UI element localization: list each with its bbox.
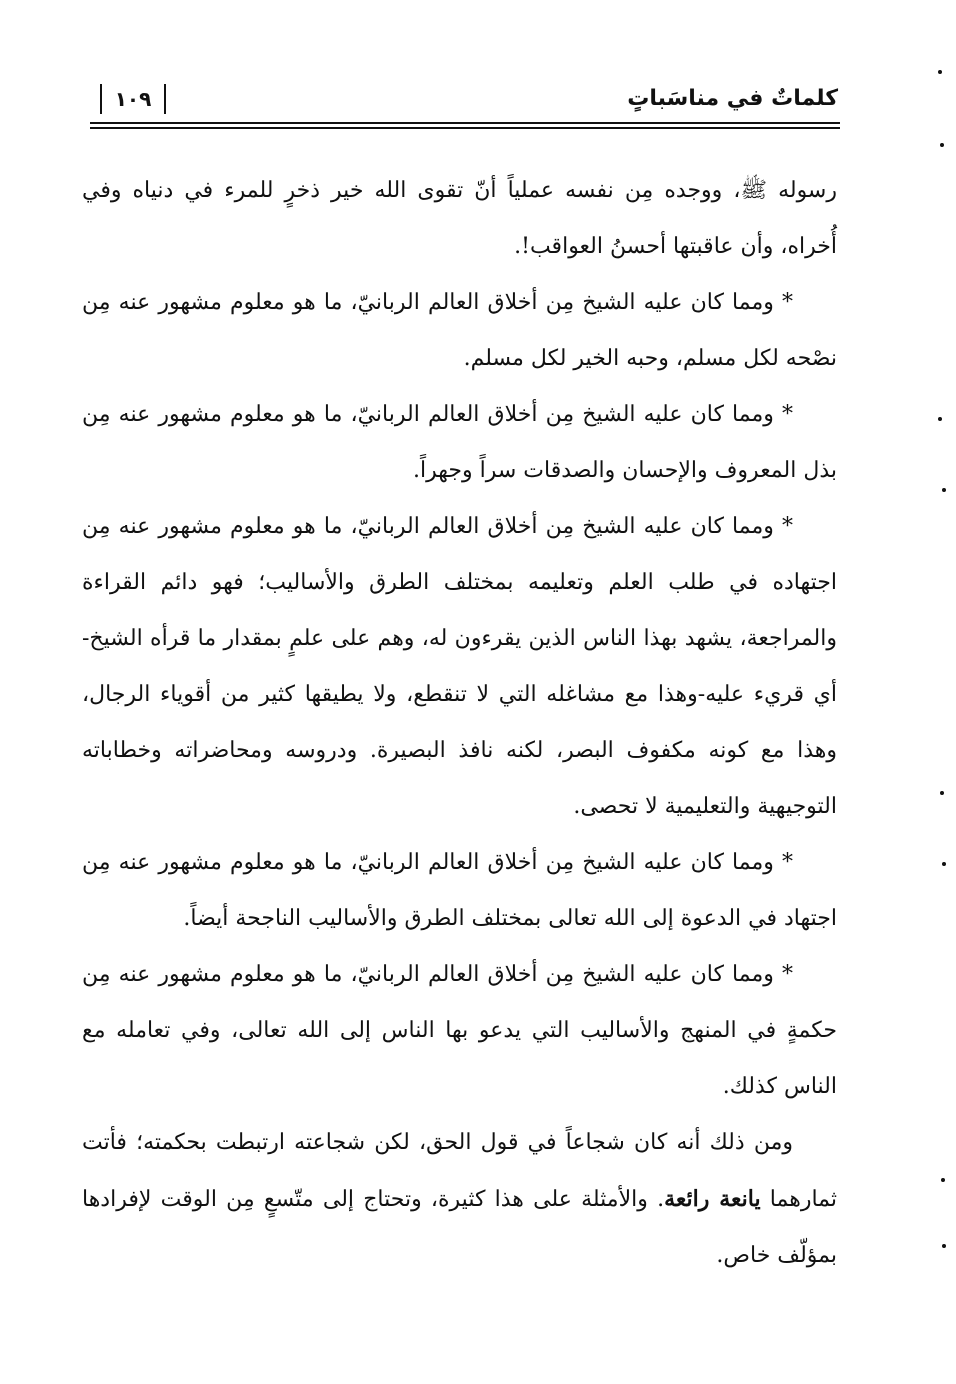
paragraph-continuation: رسوله ﷺ، ووجده مِن نفسه عملياً أنّ تقوى الله خير ذخرٍ للمرء في دنياه وفي أُخراه، وأن عاقبتها أحسنُ العواقب!. [82, 178, 837, 259]
paragraph-knowledge: * ومما كان عليه الشيخ مِن أخلاق العالم الربانيّ، ما هو معلوم مشهور عنه مِن اجتهاده في طلب العلم وتعليمه بمختلف الطرق والأساليب؛ فهو دائم القراءة والمراجعة، يشهد بهذا الناس الذين يقرءون له، وهم على علمٍ بمقدار ما قرأه الشيخ-أي قريء عليه-وهذا مع مشاغله التي لا تنقطع، ولا يطيقها كثير من أقوياء الرجال، وهذا مع كونه مكفوف البصر، لكنه نافذ البصيرة. ودروسه ومحاضراته وخطاباته التوجيهية والتعليمية لا تحصى. [82, 514, 837, 819]
running-title: كلماتٌ في مناسَباتٍ [627, 86, 838, 111]
margin-dot [938, 70, 942, 74]
paragraph-charity: * ومما كان عليه الشيخ مِن أخلاق العالم الربانيّ، ما هو معلوم مشهور عنه مِن بذل المعروف والإحسان والصدقات سراً وجهراً. [82, 402, 837, 483]
paragraph-dawah: * ومما كان عليه الشيخ مِن أخلاق العالم الربانيّ، ما هو معلوم مشهور عنه مِن اجتهاد في الدعوة إلى الله تعالى بمختلف الطرق والأساليب الناجحة أيضاً. [82, 850, 837, 931]
paragraph-courage [82, 1115, 837, 1284]
page-body [82, 163, 837, 1284]
courage-text-end: . والأمثلة على هذا كثيرة، وتحتاج إلى متّسعٍ مِن الوقت لإفرادها بمؤلّف خاص. [82, 1187, 837, 1268]
margin-dot [942, 862, 946, 866]
courage-text-start: ومن ذلك أنه كان شجاعاً في قول الحق، لكن شجاعته ارتبطت بحكمته؛ فأتت ثمارهما [82, 1130, 837, 1212]
courage-bold-phrase: يانعة رائعة [664, 1186, 761, 1212]
margin-dot [941, 1178, 945, 1182]
margin-dot [940, 791, 944, 795]
margin-dot [942, 1244, 946, 1248]
margin-dot [938, 417, 942, 421]
page-number: ١٠٩ [114, 87, 152, 111]
header-rule [90, 122, 840, 124]
page-header [90, 80, 840, 122]
margin-dot [942, 488, 946, 492]
paragraph-wisdom: * ومما كان عليه الشيخ مِن أخلاق العالم الربانيّ، ما هو معلوم مشهور عنه مِن حكمةٍ في المنهج والأساليب التي يدعو بها الناس إلى الله تعالى، وفي تعامله مع الناس كذلك. [82, 962, 837, 1099]
header-rule-double [90, 127, 840, 129]
margin-dot [940, 143, 944, 147]
paragraph-advice: * ومما كان عليه الشيخ مِن أخلاق العالم الربانيّ، ما هو معلوم مشهور عنه مِن نصْحه لكل مسلم، وحبه الخير لكل مسلم. [82, 290, 837, 371]
page-number-box [100, 84, 166, 114]
